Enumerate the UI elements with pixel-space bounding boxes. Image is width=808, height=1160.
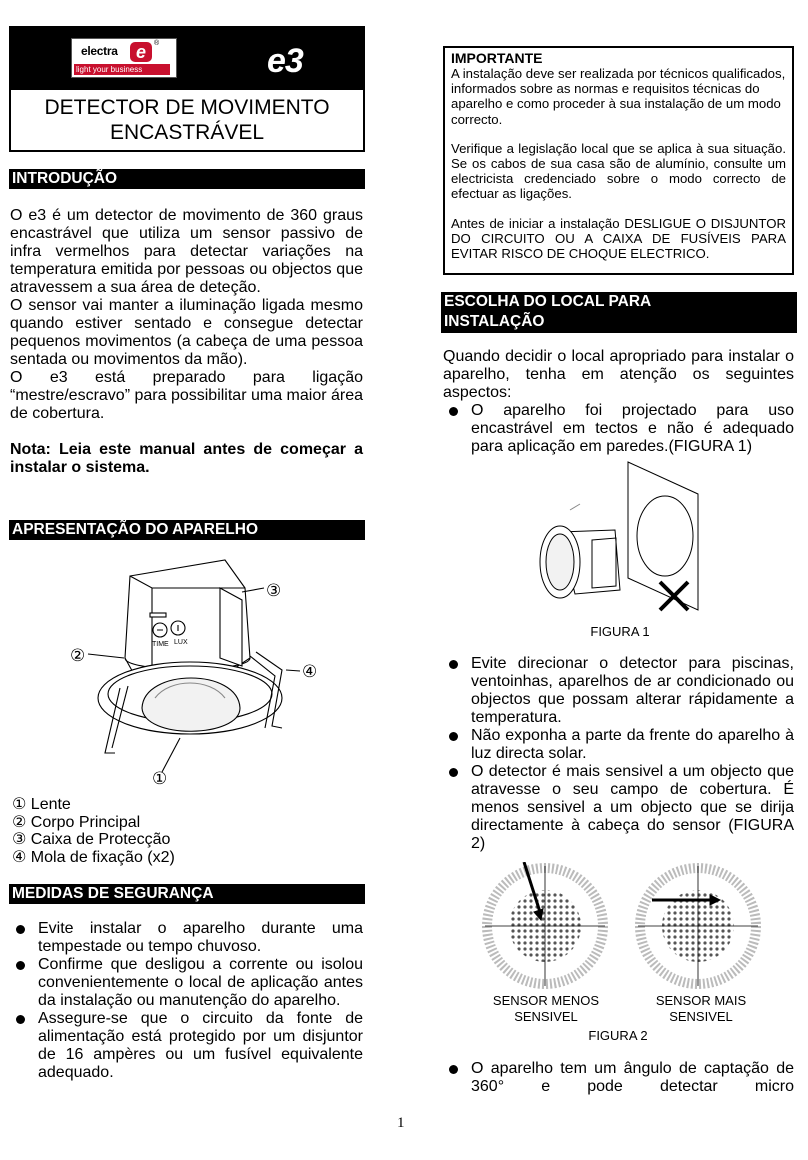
list-item: Confirme que desligou a corrente ou isolou convenientemente o local de aplicação antes da instalação ou manutenção do aparelho. bbox=[10, 956, 363, 1010]
callout-3: ③ bbox=[266, 581, 282, 601]
section-heading-escolha bbox=[441, 292, 797, 333]
header-banner bbox=[11, 28, 363, 90]
callout-4: ④ bbox=[302, 662, 318, 682]
section-heading-apresentacao: APRESENTAÇÃO DO APARELHO bbox=[9, 520, 365, 540]
list-item: Evite instalar o aparelho durante uma tempestade ou tempo chuvoso. bbox=[10, 920, 363, 956]
introducao-paragraph-1: O e3 é um detector de movimento de 360 graus encastrável que utiliza um sensor passivo de infra vermelhos para detectar variações na temperatura emitida por pessoas ou objectos que atravessem a sua área de deteção. bbox=[10, 207, 363, 296]
logo-e-icon: e bbox=[130, 42, 152, 62]
figure-1-illustration bbox=[520, 460, 720, 620]
figure-2-caption: FIGURA 2 bbox=[588, 1028, 648, 1043]
part-item: ③ Caixa de Protecção bbox=[12, 831, 171, 848]
escolha-heading-line-1: ESCOLHA DO LOCAL PARA bbox=[444, 293, 652, 310]
logo-brand-text: electra bbox=[81, 44, 118, 58]
list-item: O detector é mais sensivel a um objecto que atravesse o seu campo de cobertura. É menos sensivel a um objecto que se dirija directamente à cabeça do sensor (FIGURA 2) bbox=[443, 763, 794, 853]
list-item: Evite direcionar o detector para piscinas, ventoinhas, aparelhos de ar condicionado ou objectos que possam alterar rápidamente a temperatura. bbox=[443, 655, 794, 727]
electra-logo bbox=[71, 38, 177, 78]
escolha-last-item bbox=[443, 1060, 794, 1096]
important-paragraph-1: A instalação deve ser realizada por técnicos qualificados, informados sobre as normas e requisitos técnicas do aparelho e como proceder à sua instalação de um modo correcto. bbox=[451, 66, 786, 127]
important-title: IMPORTANTE bbox=[451, 50, 543, 66]
list-item: O aparelho tem um ângulo de captação de 360° e pode detectar micro bbox=[443, 1060, 794, 1096]
section-heading-seguranca: MEDIDAS DE SEGURANÇA bbox=[9, 884, 365, 904]
sensor-menos-line-1: SENSOR MENOS bbox=[492, 993, 600, 1008]
part-item: ④ Mola de fixação (x2) bbox=[12, 848, 175, 866]
logo-tagline: light your business bbox=[74, 64, 170, 75]
title-line-2: ENCASTRÁVEL bbox=[109, 121, 265, 144]
list-item: Não exponha a parte da frente do aparelho à luz directa solar. bbox=[443, 727, 794, 763]
header-box bbox=[9, 26, 365, 152]
sensor-menos-caption bbox=[480, 993, 612, 1025]
important-paragraph-3: Antes de iniciar a instalação DESLIGUE O DISJUNTOR DO CIRCUITO OU A CAIXA DE FUSÍVEIS PARA EVITAR RISCO DE CHOQUE ELECTRICO. bbox=[451, 215, 786, 262]
parts-list bbox=[12, 796, 175, 866]
section-heading-introducao: INTRODUÇÃO bbox=[9, 169, 365, 189]
logo-registered-mark: ® bbox=[154, 40, 160, 47]
sensor-mais-caption bbox=[636, 993, 766, 1025]
sensor-menos-line-2: SENSIVEL bbox=[514, 1009, 578, 1024]
introducao-text bbox=[10, 207, 363, 477]
escolha-intro: Quando decidir o local apropriado para instalar o aparelho, tenha em atenção os seguintes aspectos: bbox=[443, 348, 794, 401]
callout-2: ② bbox=[70, 646, 86, 666]
title-line-1: DETECTOR DE MOVIMENTO bbox=[44, 96, 330, 119]
document-title bbox=[11, 90, 363, 150]
sensor-mais-line-2: SENSIVEL bbox=[669, 1009, 733, 1024]
sensor-mais-line-1: SENSOR MAIS bbox=[655, 993, 747, 1008]
device-label-time: TIME bbox=[152, 641, 169, 648]
model-name: e3 bbox=[267, 42, 303, 80]
important-paragraph-2: Verifique a legislação local que se aplica à sua situação. Se os cabos de sua casa são de alumínio, consulte um electricista credenciado sobre o modo correcto de efectuar as ligações. bbox=[451, 140, 786, 202]
figure-1-caption: FIGURA 1 bbox=[590, 624, 650, 639]
escolha-heading-line-2: INSTALAÇÃO bbox=[444, 313, 545, 330]
part-item: ② Corpo Principal bbox=[12, 813, 141, 831]
introducao-paragraph-3: O e3 está preparado para ligação “mestre/escravo” para possibilitar uma maior área de cobertura. bbox=[10, 369, 364, 422]
list-item: O aparelho foi projectado para uso encastrável em tectos e não é adequado para aplicação em paredes.(FIGURA 1) bbox=[443, 402, 794, 456]
part-item: ① Lente bbox=[12, 796, 71, 813]
callout-1: ① bbox=[152, 769, 168, 788]
escolha-text bbox=[443, 348, 794, 456]
figure-2-illustration bbox=[480, 862, 770, 990]
device-label-lux: LUX bbox=[174, 639, 188, 646]
introducao-paragraph-2: O sensor vai manter a iluminação ligada mesmo quando estiver sentado e consegue detectar pequenos movimentos (a cabeça de uma pessoa sentada ou movimentos da mão). bbox=[10, 297, 363, 368]
device-illustration bbox=[60, 548, 340, 788]
list-item: Assegure-se que o circuito da fonte de alimentação está protegido por um disjuntor de 16 ampères ou um fusível equivalente adequado. bbox=[10, 1010, 363, 1082]
seguranca-list bbox=[10, 920, 363, 1082]
important-box bbox=[443, 46, 794, 275]
nota-text: Nota: Leia este manual antes de começar a instalar o sistema. bbox=[10, 441, 363, 476]
page-number: 1 bbox=[397, 1115, 405, 1131]
escolha-list bbox=[443, 655, 794, 853]
